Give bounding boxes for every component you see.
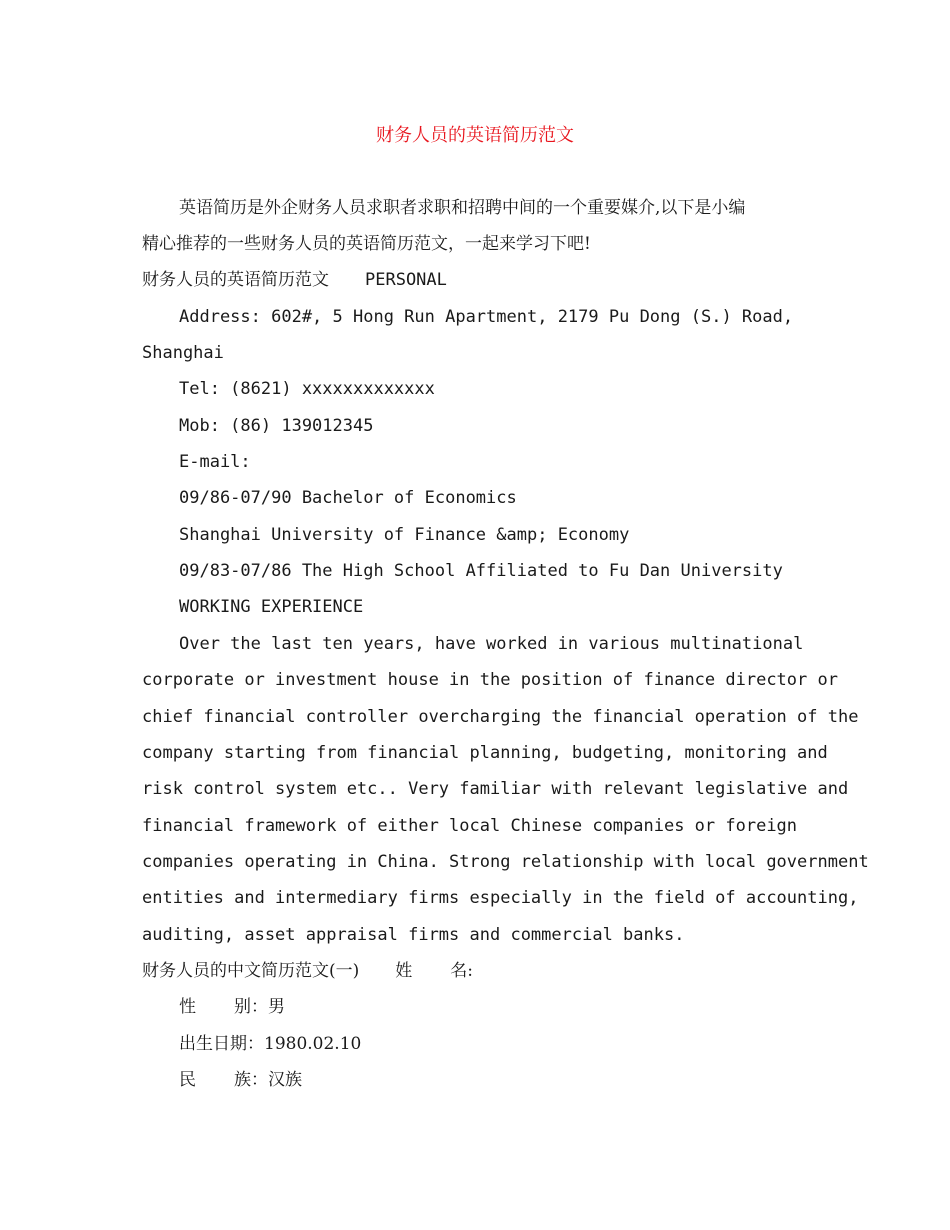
work-line-3: chief financial controller overcharging the financial operation of the (142, 707, 859, 727)
intro-line-1: 英语简历是外企财务人员求职者求职和招聘中间的一个重要媒介,以下是小编 (179, 198, 746, 218)
work-heading: WORKING EXPERIENCE (179, 597, 364, 617)
gender-label-a: 性 (179, 997, 196, 1017)
work-line-4: company starting from financial planning, budgeting, monitoring and (142, 743, 828, 763)
section1-heading: 财务人员的英语简历范文 (142, 270, 329, 290)
work-line-5: risk control system etc.. Very familiar with relevant legislative and (142, 779, 849, 799)
section1-tag: PERSONAL (365, 270, 447, 290)
work-line-9: auditing, asset appraisal firms and commercial banks. (142, 925, 685, 945)
section-heading-english-resume (142, 268, 447, 292)
email-line: E-mail: (179, 452, 251, 472)
address-line-cont: Shanghai (142, 343, 224, 363)
section2-heading: 财务人员的中文简历范文(一) (142, 961, 360, 981)
ethnic-label-b: 族：汉族 (234, 1070, 302, 1090)
address-line: Address: 602#, 5 Hong Run Apartment, 2179 Pu Dong (S.) Road, (179, 307, 794, 327)
work-line-1: Over the last ten years, have worked in various multinational (179, 634, 804, 654)
work-line-6: financial framework of either local Chinese companies or foreign (142, 816, 798, 836)
ethnic-label-a: 民 (179, 1070, 196, 1090)
name-label-b: 名: (450, 961, 473, 981)
gender-line (179, 995, 285, 1019)
name-label-a: 姓 (395, 961, 413, 981)
birth-line: 出生日期：1980.02.10 (179, 1034, 362, 1054)
ethnic-line (179, 1068, 302, 1092)
work-line-8: entities and intermediary firms especially in the field of accounting, (142, 888, 859, 908)
gender-label-b: 别：男 (234, 997, 285, 1017)
section-heading-chinese-resume (142, 959, 473, 983)
page-title: 财务人员的英语简历范文 (376, 125, 574, 146)
work-line-2: corporate or investment house in the position of finance director or (142, 670, 838, 690)
work-line-7: companies operating in China. Strong relationship with local government (142, 852, 869, 872)
education-line-1: 09/86-07/90 Bachelor of Economics (179, 488, 517, 508)
education-line-2: Shanghai University of Finance &amp; Economy (179, 525, 630, 545)
intro-line-2: 精心推荐的一些财务人员的英语简历范文，一起来学习下吧! (142, 234, 591, 254)
mob-line: Mob: (86) 139012345 (179, 416, 374, 436)
education-line-3: 09/83-07/86 The High School Affiliated to Fu Dan University (179, 561, 783, 581)
tel-line: Tel: (8621) xxxxxxxxxxxxx (179, 379, 435, 399)
